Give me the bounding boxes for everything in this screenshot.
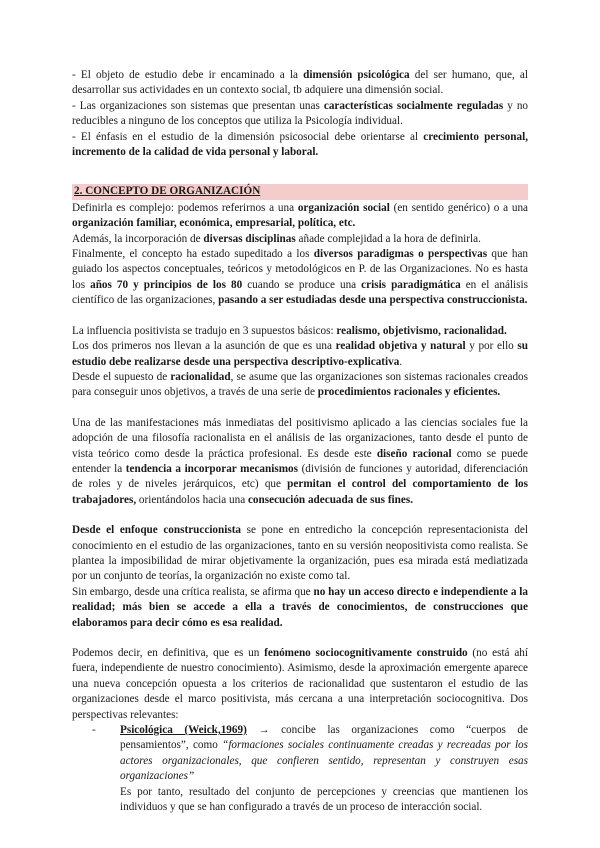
- definition-paragraph: Definirla es complejo: podemos referirnos a una organización social (en sentido genérico) o a una organización familiar, económica, empresarial, política, etc.: [72, 201, 529, 230]
- sin-embargo-paragraph: Sin embargo, desde una crítica realista, se afirma que no hay un acceso directo e independiente a la realidad; más bien se accede a ella a través de conocimientos, de construcciones que elaboramos para decir cómo es esa realidad.: [72, 585, 528, 629]
- racionalidad-paragraph: Desde el supuesto de racionalidad, se asume que las organizaciones son sistemas racionales creados para conseguir unos objetivos, a través de una serie de procedimientos racionales y eficientes.: [72, 370, 528, 399]
- document-page: [72, 68, 528, 815]
- list-item-continuation: Es por tanto, resultado del conjunto de percepciones y creencias que mantienen los individuos y que se han configurado a través de un proceso de interacción social.: [120, 785, 528, 814]
- finalmente-paragraph: Finalmente, el concepto ha estado supeditado a los diversos paradigmas o perspectivas que han guiado los aspectos conceptuales, teóricos y metodológicos en P. de las Organizaciones. No es hasta los años 70 y principios de los 80 cuando se produce una crisis paradigmática en el análisis científico de las organizaciones, pasando a ser estudiadas desde una perspectiva construccionista.: [72, 248, 529, 307]
- manifestaciones-paragraph: Una de las manifestaciones más inmediatas del positivismo aplicado a las ciencias sociales fue la adopción de una filosofía racionalista en el análisis de las organizaciones, tanto desde el punto de vista teórico como desde la práctica profesional. Es desde este diseño racional como se puede entender la tendencia a incorporar mecanismos (división de funciones y autoridad, diferenciación de roles y de niveles jerárquicos, etc) que permitan el control del comportamiento de los trabajadores, orientándolos hacia una consecución adecuada de sus fines.: [72, 416, 529, 506]
- intro-paragraph-1: - El objeto de estudio debe ir encaminado a la dimensión psicológica del ser humano, que, al desarrollar sus actividades en un contexto social, tb adquiere una dimensión social.: [72, 69, 528, 97]
- enfoque-paragraph: Desde el enfoque construccionista se pone en entredicho la concepción representacionista del conocimiento en el estudio de las organizaciones, tanto en su versión neopositivista como realista. Se plantea la imposibilidad de mirar objetivamente la organización, pues esa mirada está mediatizada por un conjunto de teorías, la organización no existe como tal.: [72, 524, 529, 583]
- list-item-psicologica: - Psicológica (Weick,1969) → concibe las organizaciones como “cuerpos de pensamientos”, como “formaciones sociales continuamente creadas y recreadas por los actores organizacionales, que confieren sentido, representan y construyen esas organizaciones”: [92, 724, 528, 783]
- dos-primeros-paragraph: Los dos primeros nos llevan a la asunción de que es una realidad objetiva y natural y por ello su estudio debe realizarse desde una perspectiva descriptivo-explicativa.: [72, 340, 528, 368]
- list-dash: -: [92, 724, 96, 737]
- ademas-paragraph: Además, la incorporación de diversas disciplinas añade complejidad a la hora de definirla.: [72, 232, 481, 245]
- podemos-paragraph: Podemos decir, en definitiva, que es un fenómeno sociocognitivamente construido (no está ahí fuera, independiente de nuestro conocimiento). Asimismo, desde la aproximación emergente aparece una nueva concepción opuesta a los criterios de racionalidad que sustentaron el estudio de las organizaciones desde el marco positivista, más cercana a una interpretación sociocognitiva. Dos perspectivas relevantes:: [72, 647, 528, 721]
- intro-paragraph-3: - El énfasis en el estudio de la dimensión psicosocial debe orientarse al crecimiento personal, incremento de la calidad de vida personal y laboral.: [72, 130, 529, 159]
- section-heading: 2. CONCEPTO DE ORGANIZACIÓN: [72, 184, 528, 199]
- intro-paragraph-2: - Las organizaciones son sistemas que presentan unas características socialmente reguladas y no reducibles a ninguno de los conceptos que utiliza la Psicología individual.: [72, 99, 529, 128]
- influencia-paragraph: La influencia positivista se tradujo en 3 supuestos básicos: realismo, objetivismo, racionalidad.: [72, 324, 507, 337]
